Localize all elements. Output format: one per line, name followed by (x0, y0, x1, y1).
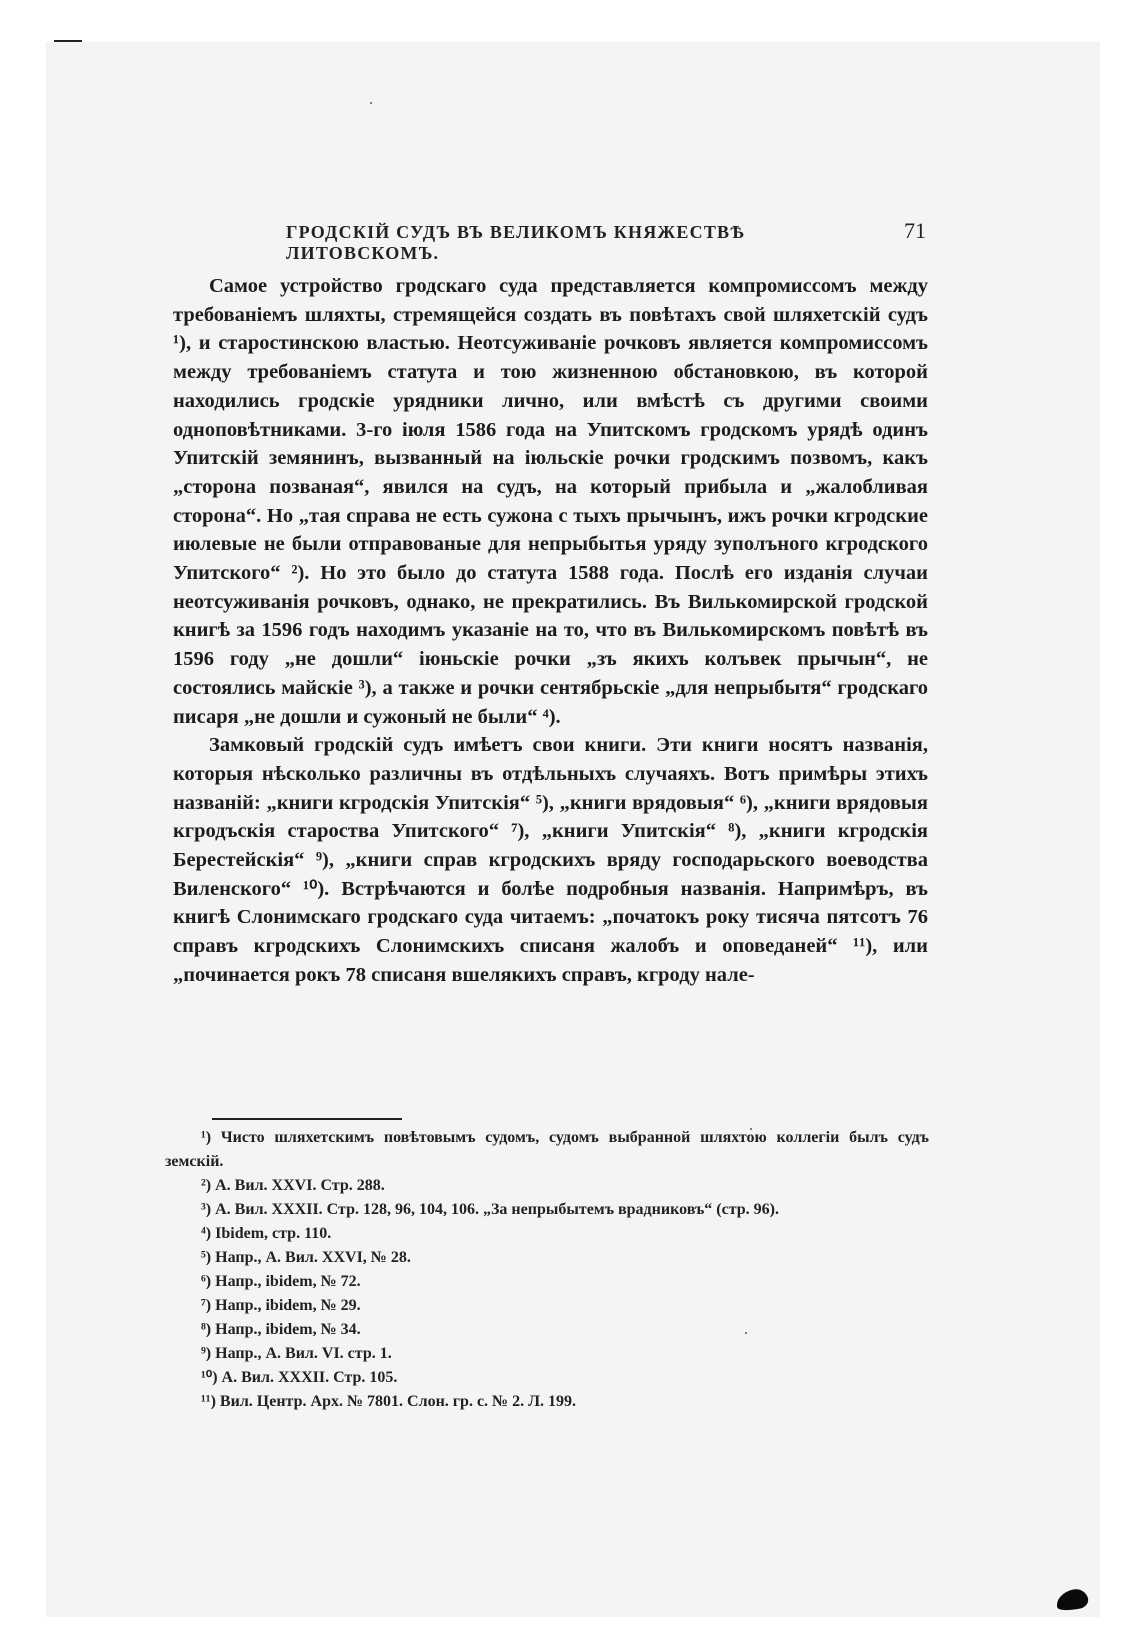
footnote: ³) А. Вил. XXXII. Стр. 128, 96, 104, 106. „За непрыбытемъ врадниковъ“ (стр. 96). (201, 1201, 779, 1218)
footnote: ⁷) Напр., ibidem, № 29. (201, 1297, 361, 1314)
footnote: ⁸) Напр., ibidem, № 34. (201, 1321, 361, 1338)
speck (370, 102, 372, 104)
paragraph: Самое устройство гродскаго суда представляется компромиссомъ между требованіемъ шляхты, стремящейся создать въ повѣтахъ свой шляхетскій судъ ¹), и старостинскою властью. Неотсуживаніе рочковъ является компромиссомъ между требованіемъ статута и тою жизненною обстановкою, въ которой находились гродскіе урядники лично, или вмѣстѣ съ другими своими одноповѣтниками. 3-го іюля 1586 года на Упитскомъ гродскомъ урядѣ одинъ Упитскій земянинъ, вызванный на іюльскіе рочки гродскимъ позвомъ, какъ „сторона позваная“, явился на судъ, на который прибыла и „жалобливая сторона“. Но „тая справа не есть сужона с тыхъ прычынъ, ижъ рочки кгродские июлевые не были отправованые для непрыбытья уряду зуполъного кгродского Упитского“ ²). Но это было до статута 1588 года. Послѣ его изданія случаи неотсуживанія рочковъ, однако, не прекратились. Въ Вилькомирской гродской книгѣ за 1596 годъ находимъ указаніе на то, что въ Вилькомирскомъ повѣтѣ въ 1596 году „не дошли“ іюньскіе рочки „зъ якихъ колъвек прычын“, не состоялись майскіе ³), а также и рочки сентябрьскіе „для непрыбытя“ гродскаго писаря „не дошли и сужоный не были“ ⁴). (173, 275, 928, 728)
footnote: ¹⁰) А. Вил. XXXII. Стр. 105. (201, 1369, 398, 1386)
footnote-rule (212, 1118, 402, 1120)
scan-mark (54, 40, 82, 42)
footnote: ⁴) Ibidem, стр. 110. (201, 1225, 332, 1242)
footnote: ¹¹) Вил. Центр. Арх. № 7801. Слон. гр. с. № 2. Л. 199. (201, 1393, 577, 1410)
footnote: ⁶) Напр., ibidem, № 72. (201, 1273, 361, 1290)
page-number: 71 (904, 218, 926, 243)
footnote: ⁵) Напр., А. Вил. XXVI, № 28. (201, 1249, 411, 1266)
footnotes (165, 1126, 929, 1414)
footnote: ⁹) Напр., А. Вил. VI. стр. 1. (201, 1345, 392, 1362)
footnote: ¹) Чисто шляхетскимъ повѣтовымъ судомъ, судомъ выбранной шляхтою коллегіи былъ судъ земскій. (165, 1129, 929, 1170)
running-title: ГРОДСКІЙ СУДЪ ВЪ ВЕЛИКОМЪ КНЯЖЕСТВѢ ЛИТОВСКОМЪ. (286, 222, 746, 263)
body-text (173, 272, 928, 990)
page-header (286, 218, 926, 263)
paragraph: Замковый гродскій судъ имѣетъ свои книги. Эти книги носятъ названія, которыя нѣсколько различны въ отдѣльныхъ случаяхъ. Вотъ примѣры этихъ названій: „книги кгродскія Упитскія“ ⁵), „книги врядовыя“ ⁶), „книги врядовыя кгродъскія староства Упитского“ ⁷), „книги Упитскія“ ⁸), „книги кгродскія Берестейскія“ ⁹), „книги справ кгродскихъ вряду господарьского воеводства Виленского“ ¹⁰). Встрѣчаются и болѣе подробныя названія. Напримѣръ, въ книгѣ Слонимскаго гродскаго суда читаемъ: „початокъ року тисяча пятсотъ 76 справъ кгродскихъ Слонимскихъ списаня жалобъ и оповеданей“ ¹¹), или „починается рокъ 78 списаня вшелякихъ справъ, кгроду нале- (173, 734, 928, 986)
footnote: ²) А. Вил. XXVI. Стр. 288. (201, 1177, 385, 1194)
